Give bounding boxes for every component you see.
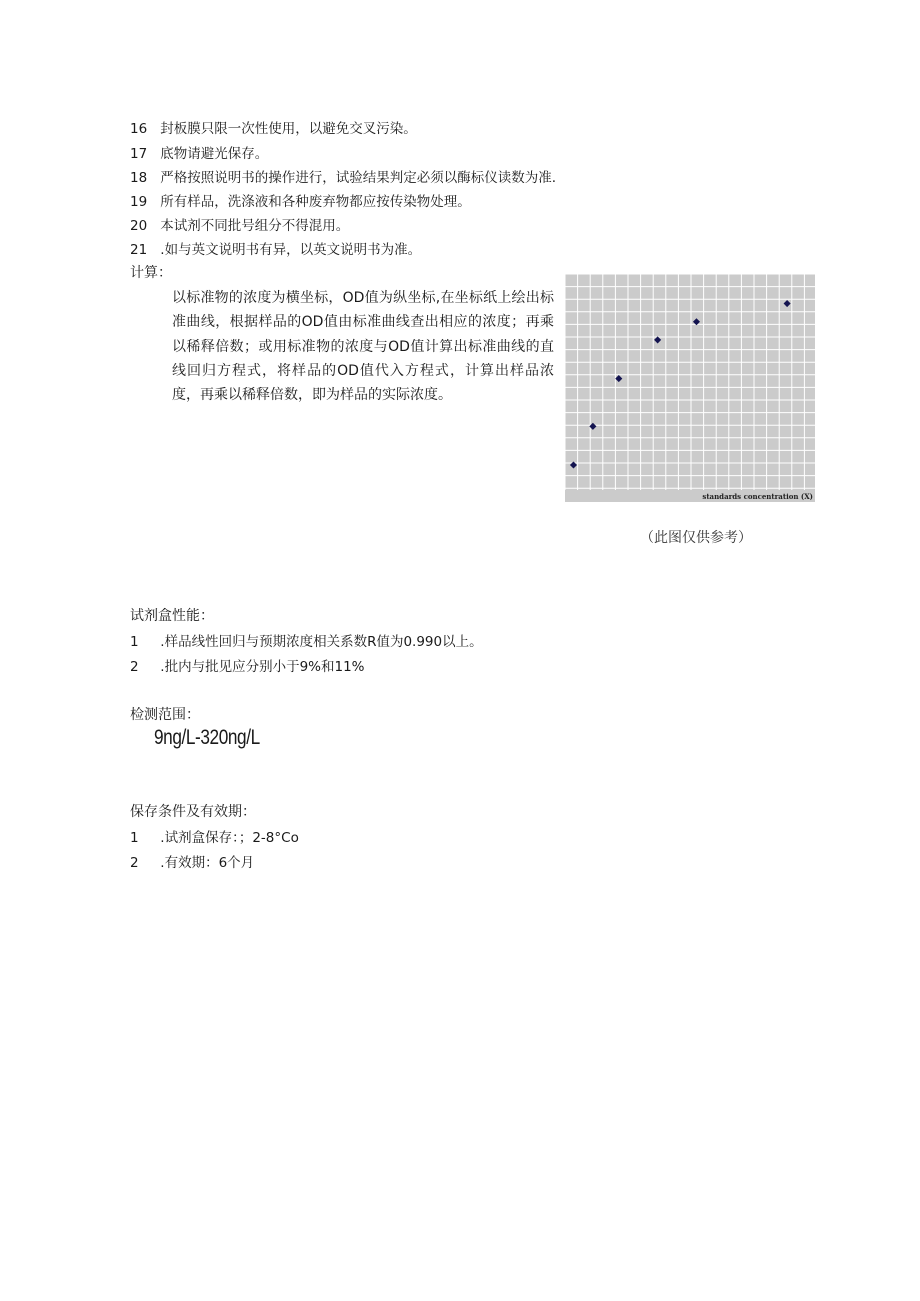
list-item	[130, 117, 417, 137]
list-item	[130, 630, 483, 650]
item-number: 20	[130, 218, 148, 234]
item-number: 2	[130, 659, 139, 675]
list-item	[130, 238, 421, 258]
x-axis-label: standards concentration (X)	[702, 492, 813, 501]
item-text: .批内与批见应分别小于9%和11%	[160, 659, 365, 675]
list-item	[130, 190, 471, 210]
detection-range-heading: 检测范围：	[130, 707, 200, 723]
item-text: 本试剂不同批号组分不得混用。	[160, 218, 350, 234]
item-number: 18	[130, 170, 148, 186]
calculation-paragraph: 以标准物的浓度为横坐标，OD值为纵坐标,在坐标纸上绘出标准曲线，根据样品的OD值由标准曲线查出相应的浓度；再乘以稀释倍数；或用标准物的浓度与OD值计算出标准曲线的直线回归方程式，将样品的OD值代入方程式，计算出样品浓度，再乘以稀释倍数，即为样品的实际浓度。	[172, 290, 554, 404]
item-number: 16	[130, 121, 148, 137]
list-item	[130, 655, 365, 675]
item-number: 17	[130, 146, 148, 162]
storage-heading: 保存条件及有效期：	[130, 804, 256, 820]
item-number: 19	[130, 194, 148, 210]
item-number: 1	[130, 634, 139, 650]
item-text: 底物请避光保存。	[160, 146, 269, 162]
figure-caption: （此图仅供参考）	[640, 530, 752, 546]
standard-curve-chart	[565, 274, 815, 502]
list-item	[130, 826, 299, 846]
calculation-heading: 计算：	[130, 265, 172, 281]
list-item	[130, 214, 349, 234]
item-text: .有效期：6个月	[160, 855, 255, 871]
performance-heading: 试剂盒性能：	[130, 608, 214, 624]
list-item	[130, 166, 556, 186]
list-item	[130, 851, 254, 871]
item-text: 所有样品，洗涤液和各种废弃物都应按传染物处理。	[160, 194, 471, 210]
item-text: .如与英文说明书有异，以英文说明书为准。	[160, 242, 422, 258]
list-item	[130, 142, 268, 162]
item-text: .试剂盒保存：；2-8°Co	[160, 830, 299, 846]
item-number: 2	[130, 855, 139, 871]
item-text: .样品线性回归与预期浓度相关系数R值为0.990以上。	[160, 634, 483, 650]
detection-range-value: 9ng/L-320ng/L	[154, 726, 260, 749]
item-number: 1	[130, 830, 139, 846]
item-text: 封板膜只限一次性使用，以避免交叉污染。	[160, 121, 417, 137]
item-number: 21	[130, 242, 148, 258]
item-text: 严格按照说明书的操作进行，试验结果判定必须以酶标仪读数为准.	[160, 170, 557, 186]
